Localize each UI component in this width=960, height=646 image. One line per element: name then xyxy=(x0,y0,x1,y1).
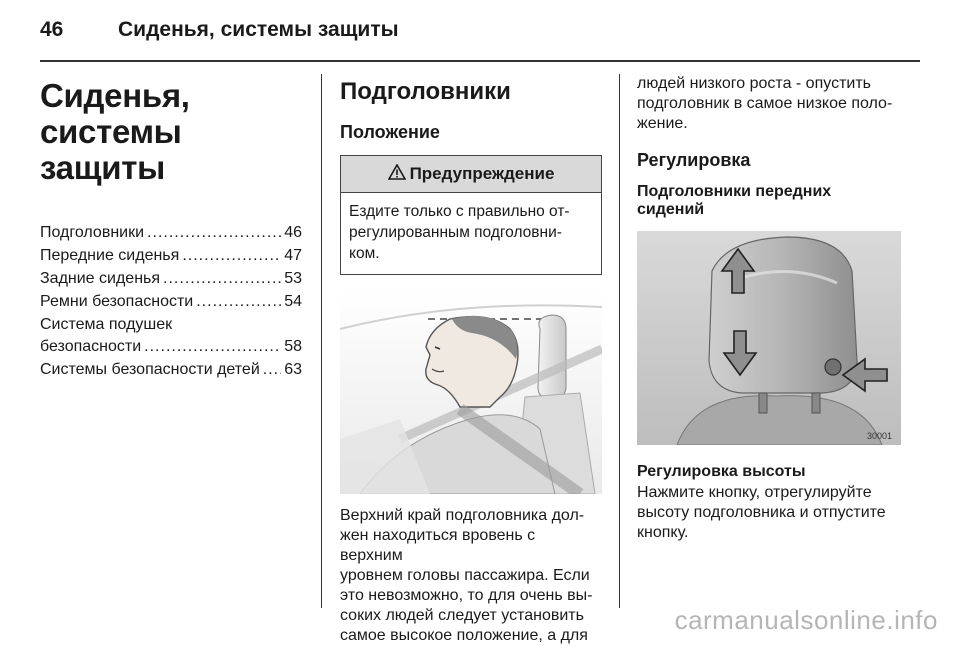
continued-paragraph: людей низкого роста - опустить подголовник в самое низкое поло- жение. xyxy=(637,75,893,132)
toc-item-seat-belts[interactable]: Ремни безопасности ..... 54 xyxy=(40,291,302,313)
adjustment-title: Регулировка xyxy=(637,150,751,170)
front-headrests-title: Подголовники передних сидений xyxy=(637,183,832,218)
height-adjustment-text: Нажмите кнопку, отрегулируйте высоту подголовника и отпустите кнопку. xyxy=(637,484,886,541)
chapter-column xyxy=(40,74,302,382)
column-divider-2 xyxy=(619,74,620,608)
running-header-title: Сиденья, системы защиты xyxy=(118,18,399,41)
warning-triangle-icon xyxy=(388,164,406,185)
warning-text: Ездите только с правильно от- регулированным подголовни- ком. xyxy=(349,203,570,262)
figure-code: 30001 xyxy=(867,431,893,441)
column-divider-1 xyxy=(321,74,322,608)
toc-item-child-restraints[interactable]: Системы безопасности детей ..... 63 xyxy=(40,359,302,381)
adjustment-column xyxy=(637,74,902,543)
header-divider xyxy=(40,60,920,62)
height-adjustment-title: Регулировка высоты xyxy=(637,463,806,480)
toc-item-rear-seats[interactable]: Задние сиденья ..... 53 xyxy=(40,268,302,290)
headrest-position-illustration xyxy=(340,289,602,494)
warning-box xyxy=(340,155,602,275)
section-title: Подголовники xyxy=(340,78,511,105)
warning-heading: Предупреждение xyxy=(341,156,601,193)
toc-item-airbag-system[interactable]: Система подушек безопасности ..... 58 xyxy=(40,314,302,358)
headrests-column xyxy=(340,74,602,646)
chapter-title: Сиденья, системы защиты xyxy=(40,77,190,186)
watermark-text: carmanualsonline.info xyxy=(674,605,938,635)
subsection-title: Положение xyxy=(340,122,440,142)
table-of-contents xyxy=(40,222,302,381)
toc-item-headrests[interactable]: Подголовники ..... 46 xyxy=(40,222,302,244)
page-number: 46 xyxy=(40,18,64,41)
position-description: Верхний край подголовника дол- жен находиться вровень с верхним уровнем головы пассажира. Если это невозможно, то для очень вы- соких людей следует установить самое высокое положение, а для xyxy=(340,507,593,644)
front-headrest-adjustment-photo xyxy=(637,231,902,445)
toc-item-front-seats[interactable]: Передние сиденья ..... 47 xyxy=(40,245,302,267)
